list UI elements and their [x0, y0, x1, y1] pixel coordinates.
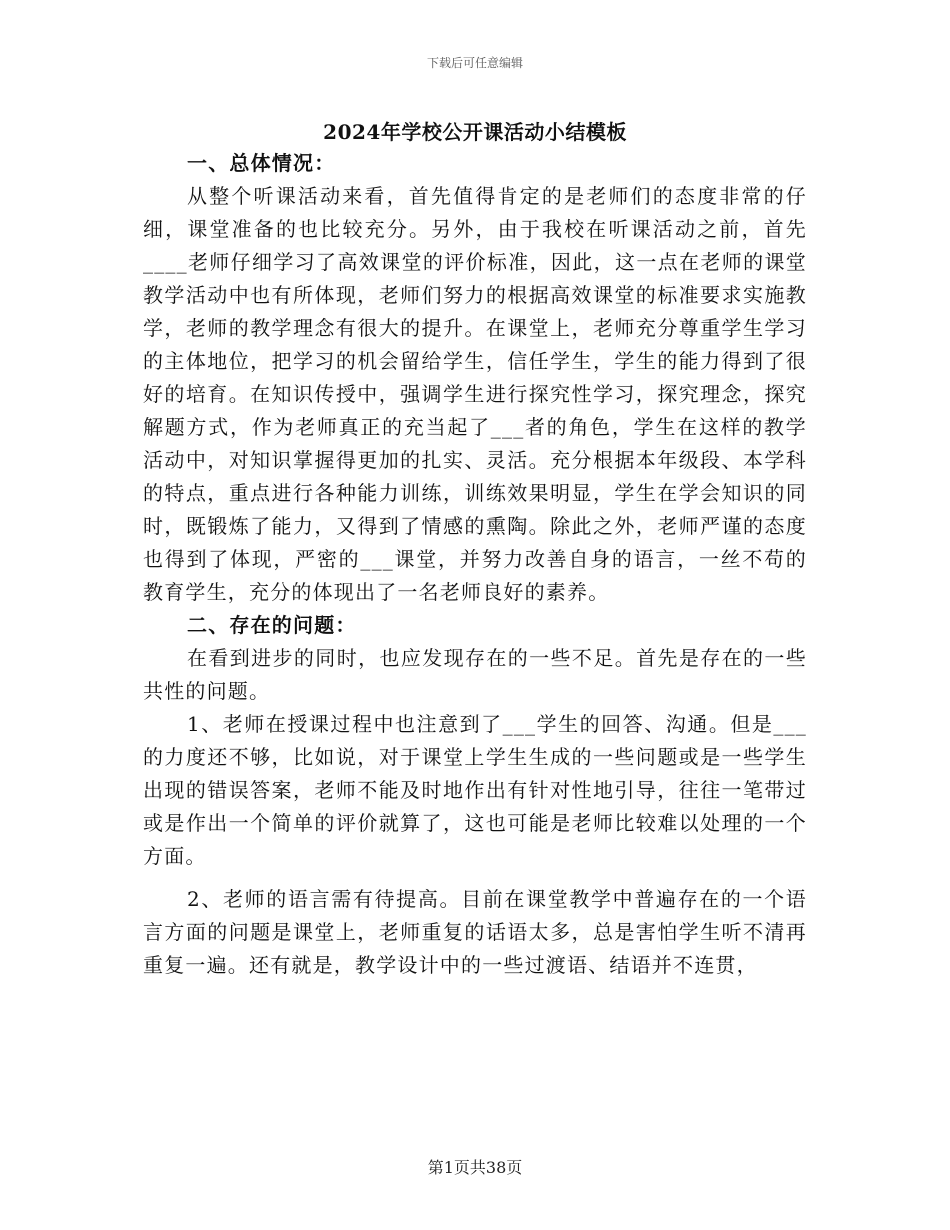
- header-note: 下载后可任意编辑: [426, 56, 523, 70]
- section-heading-overview: 一、总体情况：: [187, 151, 336, 175]
- section-heading-problems: 二、存在的问题：: [187, 613, 357, 637]
- overview-paragraph: 从整个听课活动来看，首先值得肯定的是老师们的态度非常的仔细，课堂准备的也比较充分。另外，由于我校在听课活动之前，首先____老师仔细学习了高效课堂的评价标准，因此，这一点在老师的课堂教学活动中也有所体现，老师们努力的根据高效课堂的标准要求实施教学，老师的教学理念有很大的提升。在课堂上，老师充分尊重学生学习的主体地位，把学习的机会留给学生，信任学生，学生的能力得到了很好的培育。在知识传授中，强调学生进行探究性学习，探究理念，探究解题方式，作为老师真正的充当起了___者的角色，学生在这样的教学活动中，对知识掌握得更加的扎实、灵活。充分根据本年级段、本学科的特点，重点进行各种能力训练，训练效果明显，学生在学会知识的同时，既锻炼了能力，又得到了情感的熏陶。除此之外，老师严谨的态度也得到了体现，严密的___课堂，并努力改善自身的语言，一丝不苟的教育学生，充分的体现出了一名老师良好的素养。: [143, 184, 807, 604]
- problem-item-2-paragraph: 2、老师的语言需有待提高。目前在课堂教学中普遍存在的一个语言方面的问题是课堂上，老师重复的话语太多，总是害怕学生听不清再重复一遍。还有就是，教学设计中的一些过渡语、结语并不连贯，: [143, 887, 807, 977]
- problem-item-1-paragraph: 1、老师在授课过程中也注意到了___学生的回答、沟通。但是___的力度还不够，比如说，对于课堂上学生生成的一些问题或是一些学生出现的错误答案，老师不能及时地作出有针对性地引导，往往一笔带过或是作出一个简单的评价就算了，这也可能是老师比较难以处理的一个方面。: [143, 712, 807, 868]
- document-body: [143, 147, 807, 982]
- problems-intro-paragraph: 在看到进步的同时，也应发现存在的一些不足。首先是存在的一些共性的问题。: [143, 646, 807, 703]
- document-title: 2024年学校公开课活动小结模板: [323, 120, 627, 144]
- page-number-footer: 第1页共38页: [427, 1158, 523, 1177]
